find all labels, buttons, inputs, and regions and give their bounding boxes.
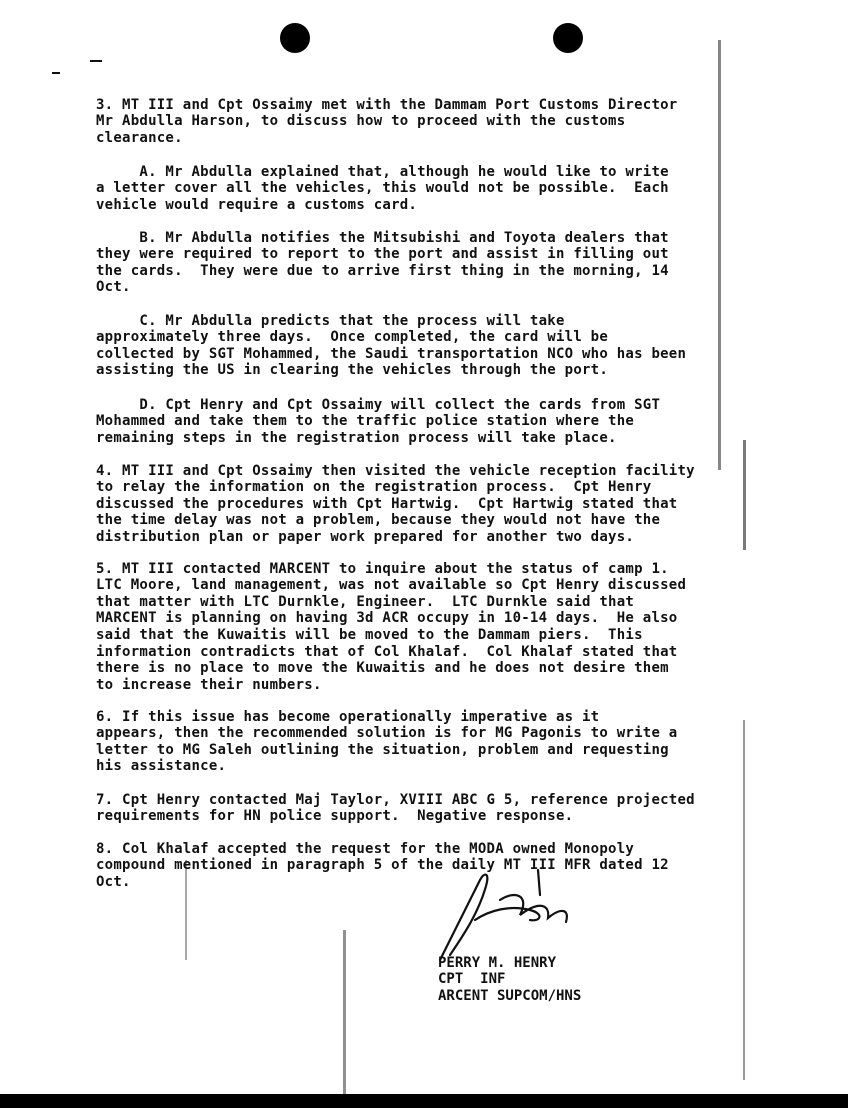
text-line: vehicle would require a customs card. (96, 196, 418, 213)
text-line: to relay the information on the registration process. Cpt Henry (96, 479, 652, 496)
scan-border-bottom (0, 1094, 848, 1108)
text-line: appears, then the recommended solution is for MG Pagonis to write a (96, 725, 678, 742)
text-line: letter to MG Saleh outlining the situation, problem and requesting (96, 741, 669, 758)
text-line: they were required to report to the port and assist in filling out (96, 246, 669, 263)
text-line: the time delay was not a problem, because they would not have the (96, 512, 661, 529)
signature-block (438, 938, 581, 1021)
signer-unit: ARCENT SUPCOM/HNS (438, 987, 582, 1004)
text-line: clearance. (96, 129, 183, 146)
signer-name: PERRY M. HENRY (438, 954, 557, 971)
signer-rank: CPT INF (438, 971, 506, 988)
text-line: there is no place to move the Kuwaitis and he does not desire them (96, 660, 669, 677)
text-line: said that the Kuwaitis will be moved to the Dammam piers. This (96, 626, 643, 643)
text-line: B. Mr Abdulla notifies the Mitsubishi and Toyota dealers that (96, 229, 669, 246)
punch-hole-left (280, 23, 310, 53)
text-line: Mohammed and take them to the traffic police station where the (96, 413, 635, 430)
scan-streak (343, 930, 346, 1100)
text-line: the cards. They were due to arrive first thing in the morning, 14 (96, 262, 669, 279)
paragraph-5 (96, 544, 776, 710)
text-line: approximately three days. Once completed, the card will be (96, 329, 609, 346)
text-line: remaining steps in the registration process will take place. (96, 429, 617, 446)
text-line: to increase their numbers. (96, 676, 322, 693)
stray-mark (90, 60, 102, 62)
text-line: that matter with LTC Durnkle, Engineer. LTC Durnkle said that (96, 593, 635, 610)
text-line: Mr Abdulla Harson, to discuss how to proceed with the customs (96, 113, 626, 130)
text-line: LTC Moore, land management, was not available so Cpt Henry discussed (96, 577, 687, 594)
text-line: his assistance. (96, 758, 227, 775)
stray-mark (52, 72, 60, 74)
text-line: A. Mr Abdulla explained that, although he would like to write (96, 163, 669, 180)
text-line: a letter cover all the vehicles, this would not be possible. Each (96, 180, 669, 197)
text-line: discussed the procedures with Cpt Hartwig. Cpt Hartwig stated that (96, 495, 678, 512)
text-line: MARCENT is planning on having 3d ACR occupy in 10-14 days. He also (96, 610, 678, 627)
text-line: D. Cpt Henry and Cpt Ossaimy will collect the cards from SGT (96, 396, 661, 413)
text-line: 3. MT III and Cpt Ossaimy met with the Dammam Port Customs Director (96, 96, 678, 113)
text-line: 6. If this issue has become operationally imperative as it (96, 708, 600, 725)
text-line: 8. Col Khalaf accepted the request for the MODA owned Monopoly (96, 840, 635, 857)
text-line: compound mentioned in paragraph 5 of the daily MT III MFR dated 12 (96, 857, 669, 874)
text-line: C. Mr Abdulla predicts that the process will take (96, 312, 565, 329)
text-line: 5. MT III contacted MARCENT to inquire about the status of camp 1. (96, 560, 669, 577)
text-line: 4. MT III and Cpt Ossaimy then visited the vehicle reception facility (96, 462, 695, 479)
text-line: distribution plan or paper work prepared for another two days. (96, 528, 635, 545)
text-line: 7. Cpt Henry contacted Maj Taylor, XVIII ABC G 5, reference projected (96, 791, 695, 808)
text-line: information contradicts that of Col Khalaf. Col Khalaf stated that (96, 643, 678, 660)
punch-hole-right (553, 23, 583, 53)
text-line: Oct. (96, 873, 131, 890)
text-line: requirements for HN police support. Negative response. (96, 808, 574, 825)
text-line: assisting the US in clearing the vehicles through the port. (96, 362, 609, 379)
text-line: Oct. (96, 279, 131, 296)
text-line: collected by SGT Mohammed, the Saudi transportation NCO who has been (96, 345, 687, 362)
